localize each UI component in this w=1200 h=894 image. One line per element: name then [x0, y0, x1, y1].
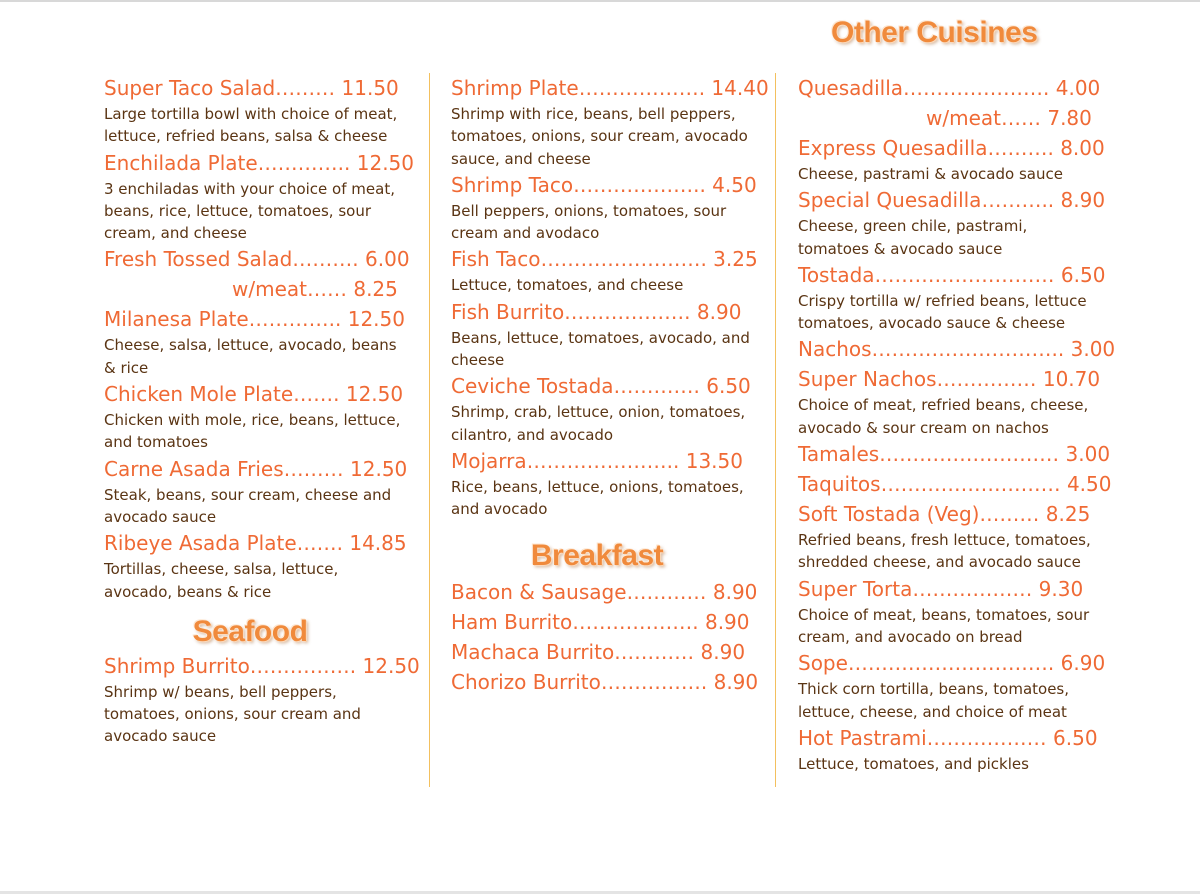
- menu-item: [798, 73, 1101, 133]
- menu-item-meat-option: w/meat…… 7.80: [926, 106, 1092, 130]
- menu-item: [451, 637, 751, 667]
- menu-item-description: Shrimp w/ beans, bell peppers, tomatoes, onions, sour cream and avocado sauce: [104, 682, 361, 746]
- menu-item-title: Fish Taco……………………. 3.25: [451, 247, 758, 272]
- menu-item: [798, 334, 1116, 364]
- column-divider: [775, 73, 776, 787]
- menu-item-description: Shrimp with rice, beans, bell peppers, tomatoes, onions, sour cream, avocado sauce, and cheese: [451, 105, 748, 168]
- menu-item: [798, 499, 1098, 574]
- menu-item-title: Tamales……………………… 3.00: [798, 442, 1111, 467]
- menu-item: [104, 651, 420, 748]
- menu-item: [451, 73, 769, 170]
- menu-item-description: Crispy tortilla w/ refried beans, lettuce tomatoes, avocado sauce & cheese: [798, 291, 1087, 333]
- menu-item-title: Carne Asada Fries……… 12.50: [104, 456, 408, 481]
- menu-item: [104, 528, 407, 603]
- seafood-items-list: [451, 73, 769, 521]
- menu-item-title: Ribeye Asada Plate……. 14.85: [104, 531, 407, 556]
- menu-item-description: Choice of meat, refried beans, cheese, avocado & sour cream on nachos: [798, 396, 1089, 437]
- menu-item-meat-option: w/meat…… 8.25: [232, 277, 398, 302]
- menu-column-middle: [451, 73, 769, 697]
- menu-item: [451, 371, 751, 446]
- menu-item-description: Beans, lettuce, tomatoes, avocado, and cheese: [451, 328, 750, 370]
- menu-item-description: Refried beans, fresh lettuce, tomatoes, shredded cheese, and avocado sauce: [798, 531, 1091, 572]
- menu-item-title: Hot Pastrami……………… 6.50: [798, 725, 1098, 750]
- menu-item-description: Cheese, green chile, pastrami, tomatoes & avocado sauce: [798, 217, 1028, 258]
- menu-item: [798, 648, 1106, 723]
- heading-seafood: Seafood: [192, 614, 308, 648]
- menu-item-title: Soft Tostada (Veg)……… 8.25: [798, 502, 1091, 527]
- menu-item-description: Shrimp, crab, lettuce, onion, tomatoes, cilantro, and avocado: [451, 403, 746, 444]
- menu-item-title: Special Quesadilla……….. 8.90: [798, 188, 1106, 213]
- main-plates-list: [104, 73, 415, 603]
- menu-item-title: Sope…………………………. 6.90: [798, 651, 1106, 676]
- seafood-list: [104, 651, 420, 748]
- menu-column-right: [798, 73, 1116, 775]
- menu-item: [104, 73, 404, 148]
- menu-item-description: Bell peppers, onions, tomatoes, sour cream and avodaco: [451, 201, 727, 243]
- menu-item-description: Thick corn tortilla, beans, tomatoes, lettuce, cheese, and choice of meat: [798, 680, 1070, 721]
- menu-item-title: Mojarra………………….. 13.50: [451, 448, 743, 473]
- column-divider: [429, 73, 430, 787]
- menu-item: [104, 379, 404, 454]
- menu-item: [798, 364, 1101, 439]
- menu-item: [451, 577, 758, 607]
- menu-item: [451, 667, 759, 697]
- menu-item-title: Fish Burrito………………. 8.90: [451, 299, 742, 324]
- menu-item-title: Express Quesadilla………. 8.00: [798, 136, 1105, 160]
- menu-item-title: Ceviche Tostada…………. 6.50: [451, 374, 751, 399]
- heading-breakfast: Breakfast: [530, 538, 664, 572]
- menu-item-title: Chorizo Burrito……………. 8.90: [451, 669, 759, 694]
- menu-item: [798, 133, 1105, 185]
- menu-item-title: Taquitos……………………… 4.50: [798, 472, 1112, 497]
- menu-item-title: Shrimp Plate………………. 14.40: [451, 76, 769, 100]
- menu-item: [104, 304, 404, 379]
- menu-item-description: Cheese, salsa, lettuce, avocado, beans & rice: [104, 336, 397, 377]
- menu-item: [798, 260, 1106, 335]
- menu-item: [798, 574, 1098, 649]
- menu-item-title: Quesadilla…………………. 4.00: [798, 76, 1101, 100]
- page-top-border: [0, 0, 1200, 2]
- menu-item-description: Tortillas, cheese, salsa, lettuce, avocado, beans & rice: [104, 560, 339, 601]
- menu-item-description: 3 enchiladas with your choice of meat, beans, rice, lettuce, tomatoes, sour cream, and cheese: [104, 179, 395, 243]
- menu-item-title: Enchilada Plate………….. 12.50: [104, 150, 415, 175]
- menu-column-left: [104, 73, 420, 748]
- menu-item-description: Steak, beans, sour cream, cheese and avocado sauce: [104, 485, 392, 526]
- menu-item: [104, 148, 415, 245]
- menu-item-title: Shrimp Burrito……………. 12.50: [104, 653, 420, 678]
- menu-item-description: Chicken with mole, rice, beans, lettuce, and tomatoes: [104, 411, 401, 452]
- menu-item-title: Super Nachos…………… 10.70: [798, 367, 1101, 392]
- menu-item: [104, 244, 410, 304]
- menu-item-title: Bacon & Sausage………… 8.90: [451, 579, 758, 604]
- menu-item-title: Machaca Burrito………… 8.90: [451, 639, 746, 664]
- menu-item: [798, 439, 1111, 469]
- menu-item-title: Super Torta……………… 9.30: [798, 576, 1084, 601]
- menu-item: [104, 454, 408, 529]
- menu-item: [451, 607, 751, 637]
- menu-item: [451, 446, 751, 521]
- menu-item-title: Ham Burrito………………. 8.90: [451, 609, 750, 634]
- menu-item: [798, 469, 1112, 499]
- menu-item-description: Rice, beans, lettuce, onions, tomatoes, and avocado: [451, 477, 744, 519]
- menu-item: [451, 244, 758, 296]
- menu-item: [451, 297, 751, 372]
- menu-item-title: Milanesa Plate………….. 12.50: [104, 307, 405, 332]
- menu-item: [798, 723, 1098, 775]
- other-cuisines-list: [798, 73, 1116, 775]
- menu-item-title: Nachos……………………….. 3.00: [798, 337, 1116, 362]
- menu-item-description: Lettuce, tomatoes, and pickles: [798, 754, 1029, 773]
- menu-item-description: Lettuce, tomatoes, and cheese: [451, 276, 684, 295]
- menu-item-description: Large tortilla bowl with choice of meat, lettuce, refried beans, salsa & cheese: [104, 105, 398, 146]
- menu-item: [451, 170, 757, 245]
- heading-other-cuisines: Other Cuisines: [831, 16, 1038, 49]
- menu-item-title: Fresh Tossed Salad………. 6.00: [104, 247, 410, 272]
- menu-item-description: Choice of meat, beans, tomatoes, sour cream, and avocado on bread: [798, 605, 1090, 646]
- menu-item: [798, 185, 1106, 260]
- menu-item-title: Shrimp Taco……………….. 4.50: [451, 172, 757, 197]
- menu-item-title: Chicken Mole Plate……. 12.50: [104, 382, 404, 407]
- menu-item-title: Tostada……………………… 6.50: [798, 262, 1106, 287]
- menu-item-description: Cheese, pastrami & avocado sauce: [798, 165, 1063, 183]
- menu-item-title: Super Taco Salad……… 11.50: [104, 76, 399, 100]
- breakfast-list: [451, 577, 759, 697]
